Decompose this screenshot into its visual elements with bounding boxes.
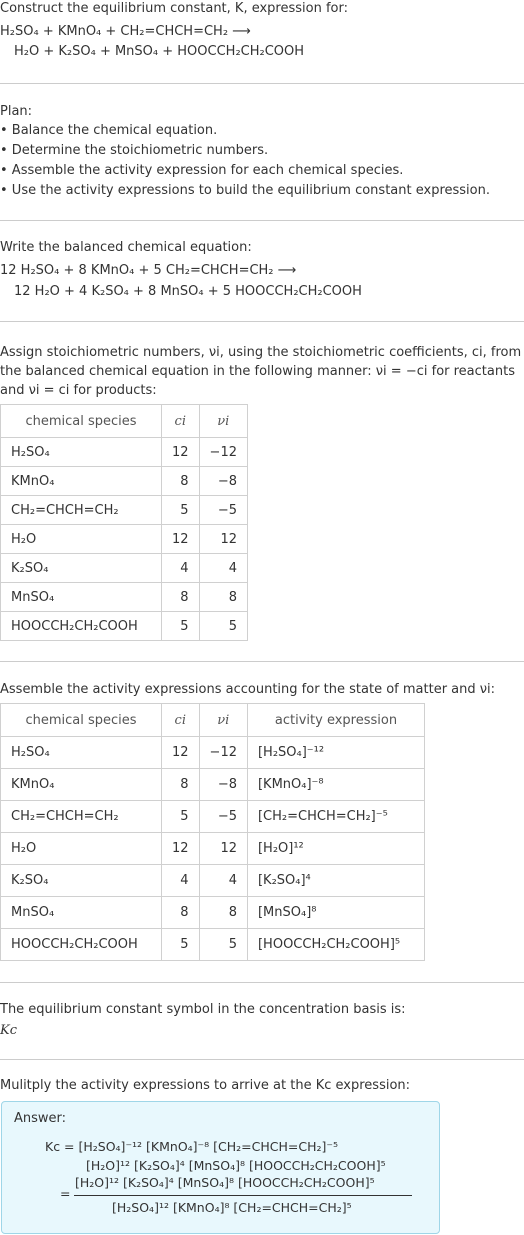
stoich-number-cell: 8	[199, 897, 247, 929]
species-cell: KMnO₄	[1, 769, 162, 801]
coefficient-cell: 5	[162, 801, 200, 833]
answer-label: Answer:	[14, 1111, 67, 1126]
stoich-text: the balanced chemical equation in the following manner: νi = −ci for reactants	[0, 364, 515, 379]
stoich-number-cell: −5	[199, 801, 247, 833]
table-row	[1, 467, 248, 496]
kc-symbol: Kc	[0, 1023, 17, 1038]
species-cell: K₂SO₄	[1, 865, 162, 897]
coefficient-cell: 12	[162, 737, 200, 769]
stoich-text: Assign stoichiometric numbers, νi, using the stoichiometric coefficients, ci, from	[0, 345, 522, 360]
table-row	[1, 865, 425, 897]
table-row	[1, 496, 248, 525]
stoich-number-cell: 12	[199, 833, 247, 865]
answer-box	[1, 1101, 440, 1234]
activity-expression-cell: [H₂SO₄]⁻¹²	[247, 737, 424, 769]
plan-step: • Assemble the activity expression for each chemical species.	[0, 163, 404, 178]
stoich-text: and νi = ci for products:	[0, 383, 157, 398]
column-header: νi	[199, 704, 247, 737]
table-row	[1, 612, 248, 641]
plan-step: • Use the activity expressions to build the equilibrium constant expression.	[0, 183, 490, 198]
column-header: ci	[162, 704, 200, 737]
coefficient-cell: 4	[162, 554, 200, 583]
species-cell: K₂SO₄	[1, 554, 162, 583]
divider	[0, 83, 524, 84]
column-header: activity expression	[247, 704, 424, 737]
stoich-number-cell: −12	[199, 438, 247, 467]
coefficient-cell: 8	[162, 583, 200, 612]
table-row	[1, 769, 425, 801]
column-header: chemical species	[1, 405, 162, 438]
table-row	[1, 737, 425, 769]
coefficient-cell: 5	[162, 612, 200, 641]
species-cell: KMnO₄	[1, 467, 162, 496]
species-cell: HOOCCH₂CH₂COOH	[1, 929, 162, 961]
column-header: ci	[162, 405, 200, 438]
table-row	[1, 801, 425, 833]
divider	[0, 1059, 524, 1060]
table-header-row	[1, 405, 248, 438]
activity-expression-cell: [CH₂=CHCH=CH₂]⁻⁵	[247, 801, 424, 833]
coefficient-cell: 12	[162, 438, 200, 467]
intro-products: H₂O + K₂SO₄ + MnSO₄ + HOOCCH₂CH₂COOH	[14, 44, 305, 59]
coefficient-cell: 8	[162, 467, 200, 496]
intro-reactants: H₂SO₄ + KMnO₄ + CH₂=CHCH=CH₂ ⟶	[0, 24, 251, 39]
stoich-number-cell: −8	[199, 467, 247, 496]
species-cell: H₂O	[1, 833, 162, 865]
species-cell: H₂SO₄	[1, 737, 162, 769]
kc-expression-line: [H₂O]¹² [K₂SO₄]⁴ [MnSO₄]⁸ [HOOCCH₂CH₂COOH]⁵	[86, 1158, 386, 1173]
kc-expression-line: Kc = [H₂SO₄]⁻¹² [KMnO₄]⁻⁸ [CH₂=CHCH=CH₂]⁻⁵	[45, 1139, 338, 1154]
species-cell: CH₂=CHCH=CH₂	[1, 496, 162, 525]
kc-text: The equilibrium constant symbol in the concentration basis is:	[0, 1002, 406, 1017]
table-row	[1, 438, 248, 467]
divider	[0, 982, 524, 983]
table-row	[1, 897, 425, 929]
table-row	[1, 583, 248, 612]
activity-expression-cell: [MnSO₄]⁸	[247, 897, 424, 929]
stoich-number-cell: 5	[199, 929, 247, 961]
stoich-number-cell: −8	[199, 769, 247, 801]
multiply-text: Mulitply the activity expressions to arrive at the Kc expression:	[0, 1078, 411, 1093]
plan-step: • Determine the stoichiometric numbers.	[0, 143, 269, 158]
table-row	[1, 525, 248, 554]
table-header-row	[1, 704, 425, 737]
stoich-table	[0, 404, 248, 641]
species-cell: H₂SO₄	[1, 438, 162, 467]
coefficient-cell: 12	[162, 525, 200, 554]
balanced-title: Write the balanced chemical equation:	[0, 240, 252, 255]
table-row	[1, 833, 425, 865]
activity-expression-cell: [HOOCCH₂CH₂COOH]⁵	[247, 929, 424, 961]
balanced-products: 12 H₂O + 4 K₂SO₄ + 8 MnSO₄ + 5 HOOCCH₂CH₂COOH	[14, 284, 362, 299]
coefficient-cell: 5	[162, 496, 200, 525]
table-row	[1, 929, 425, 961]
stoich-number-cell: 4	[199, 865, 247, 897]
activity-expression-cell: [KMnO₄]⁻⁸	[247, 769, 424, 801]
equals-sign: =	[60, 1186, 71, 1201]
species-cell: H₂O	[1, 525, 162, 554]
activity-expression-cell: [K₂SO₄]⁴	[247, 865, 424, 897]
coefficient-cell: 5	[162, 929, 200, 961]
plan-step: • Balance the chemical equation.	[0, 123, 218, 138]
plan-title: Plan:	[0, 104, 33, 119]
activity-text: Assemble the activity expressions accounting for the state of matter and νi:	[0, 682, 496, 697]
intro-line: Construct the equilibrium constant, K, expression for:	[0, 1, 348, 16]
species-cell: MnSO₄	[1, 583, 162, 612]
stoich-number-cell: 8	[199, 583, 247, 612]
divider	[0, 321, 524, 322]
balanced-reactants: 12 H₂SO₄ + 8 KMnO₄ + 5 CH₂=CHCH=CH₂ ⟶	[0, 263, 297, 278]
coefficient-cell: 8	[162, 897, 200, 929]
stoich-number-cell: −12	[199, 737, 247, 769]
activity-expression-cell: [H₂O]¹²	[247, 833, 424, 865]
stoich-number-cell: 5	[199, 612, 247, 641]
species-cell: CH₂=CHCH=CH₂	[1, 801, 162, 833]
fraction-denominator: [H₂SO₄]¹² [KMnO₄]⁸ [CH₂=CHCH=CH₂]⁵	[112, 1200, 352, 1215]
divider	[0, 220, 524, 221]
species-cell: MnSO₄	[1, 897, 162, 929]
stoich-number-cell: 12	[199, 525, 247, 554]
table-row	[1, 554, 248, 583]
coefficient-cell: 12	[162, 833, 200, 865]
divider	[0, 661, 524, 662]
coefficient-cell: 8	[162, 769, 200, 801]
coefficient-cell: 4	[162, 865, 200, 897]
fraction-numerator: [H₂O]¹² [K₂SO₄]⁴ [MnSO₄]⁸ [HOOCCH₂CH₂COOH]⁵	[75, 1175, 375, 1190]
stoich-number-cell: 4	[199, 554, 247, 583]
column-header: chemical species	[1, 704, 162, 737]
fraction-bar	[74, 1195, 412, 1196]
column-header: νi	[199, 405, 247, 438]
activity-table	[0, 703, 425, 961]
stoich-number-cell: −5	[199, 496, 247, 525]
species-cell: HOOCCH₂CH₂COOH	[1, 612, 162, 641]
